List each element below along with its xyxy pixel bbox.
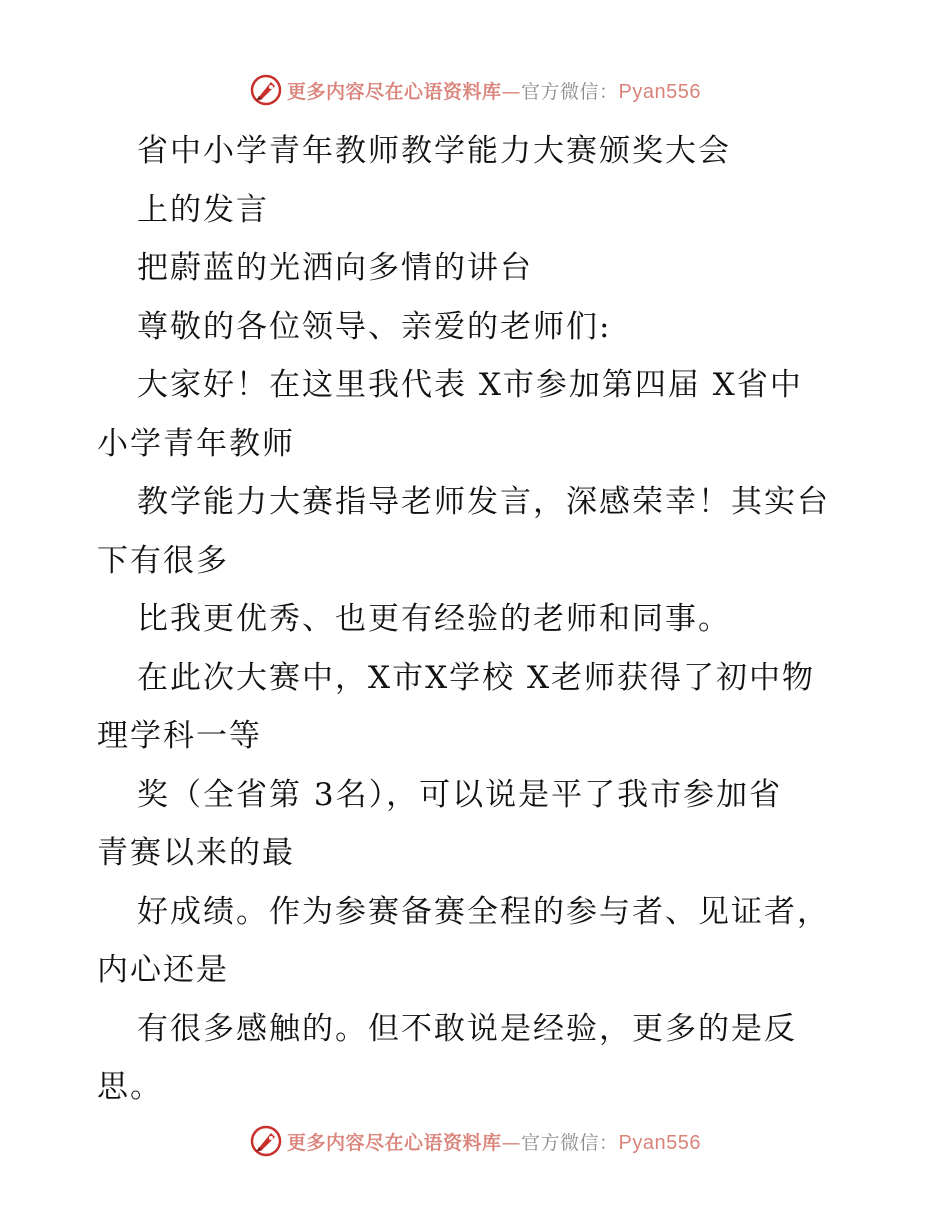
document-body (97, 122, 857, 1117)
subtitle-line: 把蔚蓝的光洒向多情的讲台 (137, 250, 533, 286)
body-line: 大家好！在这里我代表 X市参加第四届 X省中 (137, 367, 803, 403)
watermark-main-text: 更多内容尽在心语资料库 (287, 1131, 502, 1154)
body-line: 内心还是 (97, 952, 229, 988)
watermark-wechat-label: 官方微信： (521, 1131, 619, 1154)
body-line: 比我更优秀、也更有经验的老师和同事。 (137, 601, 731, 637)
title-line-2: 上的发言 (137, 191, 269, 228)
salutation-line: 尊敬的各位领导、亲爱的老师们: (137, 308, 612, 345)
watermark-text (287, 77, 701, 104)
watermark-wechat-id: Pyan556 (618, 1131, 701, 1154)
body-line: 下有很多 (97, 542, 229, 579)
watermark-wechat-id: Pyan556 (618, 80, 701, 103)
title-line-1: 省中小学青年教师教学能力大赛颁奖大会 (137, 133, 731, 169)
watermark-separator: — (501, 1131, 522, 1154)
pen-nib-logo-icon (249, 73, 283, 107)
header-watermark-banner (0, 70, 950, 110)
footer-watermark-banner (0, 1121, 950, 1161)
watermark-main-text: 更多内容尽在心语资料库 (287, 80, 502, 103)
pen-nib-logo-icon (249, 1124, 283, 1158)
body-line: 思。 (97, 1069, 163, 1105)
watermark-separator: — (501, 80, 522, 103)
body-line: 小学青年教师 (97, 425, 295, 462)
body-line: 理学科一等 (97, 718, 262, 754)
watermark-text (287, 1128, 701, 1155)
body-line: 好成绩。作为参赛备赛全程的参与者、见证者， (137, 893, 830, 930)
body-line: 教学能力大赛指导老师发言，深感荣幸！其实台 (137, 484, 830, 520)
watermark-wechat-label: 官方微信： (521, 80, 619, 103)
body-line: 有很多感触的。但不敢说是经验，更多的是反 (137, 1010, 797, 1047)
body-line: 在此次大赛中，X市X学校 X老师获得了初中物 (137, 659, 816, 696)
body-line: 奖（全省第 3名），可以说是平了我市参加省 (137, 776, 783, 813)
body-line: 青赛以来的最 (97, 835, 295, 871)
